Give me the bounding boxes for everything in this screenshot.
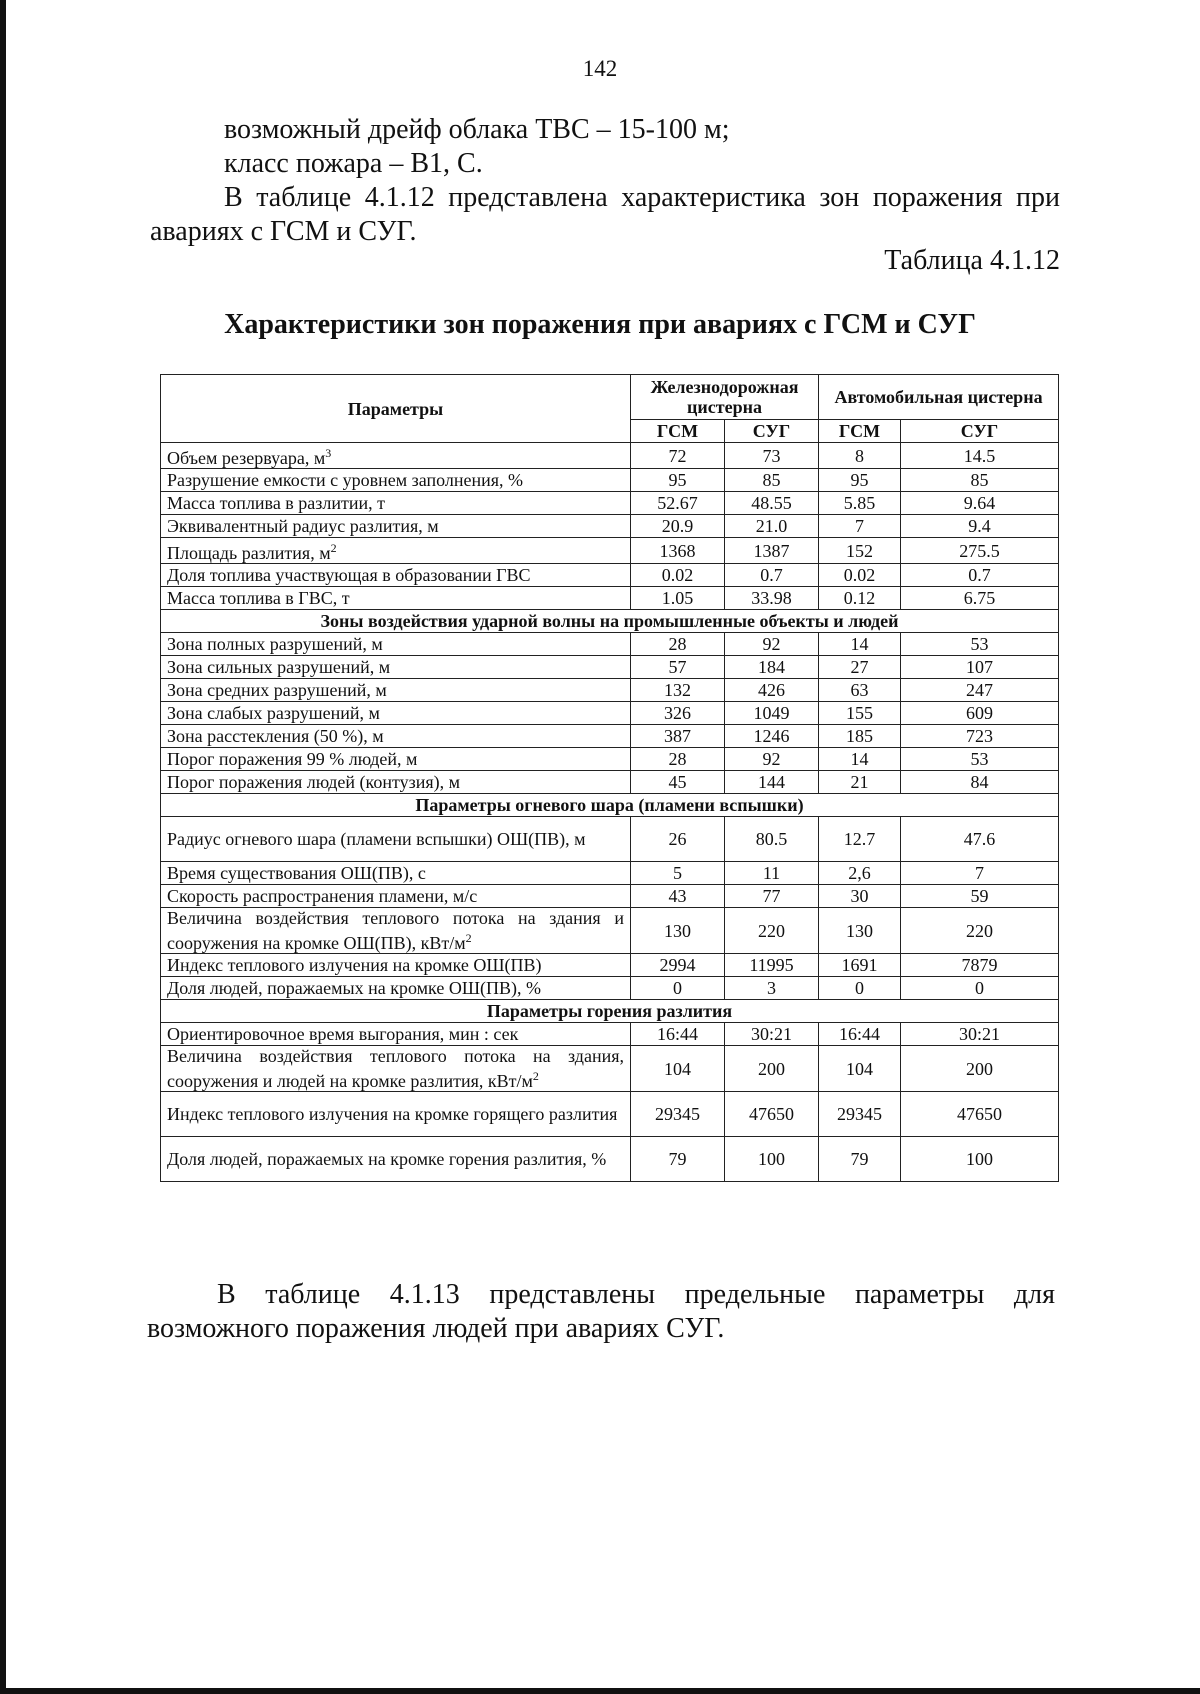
section-title: Параметры огневого шара (пламени вспышки) bbox=[161, 794, 1059, 817]
table-row bbox=[161, 908, 1059, 954]
value-cell: 48.55 bbox=[725, 492, 819, 515]
value-cell: 0 bbox=[631, 977, 725, 1000]
header-auto-tank: Автомобильная цистерна bbox=[819, 375, 1059, 420]
param-cell bbox=[161, 748, 631, 771]
unit-superscript: 3 bbox=[325, 446, 332, 460]
subheader-gsm: ГСМ bbox=[819, 420, 901, 443]
value-cell: 5 bbox=[631, 862, 725, 885]
section-row bbox=[161, 794, 1059, 817]
table-row bbox=[161, 469, 1059, 492]
value-cell: 29345 bbox=[819, 1092, 901, 1137]
value-cell: 59 bbox=[901, 885, 1059, 908]
value-cell: 95 bbox=[631, 469, 725, 492]
param-cell bbox=[161, 492, 631, 515]
value-cell: 27 bbox=[819, 656, 901, 679]
param-cell bbox=[161, 1137, 631, 1182]
value-cell: 63 bbox=[819, 679, 901, 702]
value-cell: 47650 bbox=[725, 1092, 819, 1137]
value-cell: 220 bbox=[901, 908, 1059, 954]
value-cell: 12.7 bbox=[819, 817, 901, 862]
value-cell: 1368 bbox=[631, 538, 725, 564]
value-cell: 326 bbox=[631, 702, 725, 725]
value-cell: 8 bbox=[819, 443, 901, 469]
value-cell: 14 bbox=[819, 633, 901, 656]
value-cell: 14 bbox=[819, 748, 901, 771]
table-row bbox=[161, 1023, 1059, 1046]
param-label: Зона средних разрушений, м bbox=[167, 680, 387, 700]
param-label: Скорость распространения пламени, м/с bbox=[167, 886, 478, 906]
intro-line-1: возможный дрейф облака ТВС – 15-100 м; bbox=[224, 114, 730, 145]
table-row bbox=[161, 679, 1059, 702]
page-number: 142 bbox=[582, 56, 618, 81]
table-row bbox=[161, 954, 1059, 977]
value-cell: 7879 bbox=[901, 954, 1059, 977]
value-cell: 16:44 bbox=[631, 1023, 725, 1046]
value-cell: 0.7 bbox=[901, 564, 1059, 587]
param-label: Ориентировочное время выгорания, мин : сек bbox=[167, 1024, 519, 1044]
table-reference: Таблица 4.1.12 bbox=[884, 245, 1060, 276]
param-cell bbox=[161, 702, 631, 725]
value-cell: 1691 bbox=[819, 954, 901, 977]
param-cell bbox=[161, 817, 631, 862]
table-row bbox=[161, 1137, 1059, 1182]
value-cell: 387 bbox=[631, 725, 725, 748]
value-cell: 7 bbox=[819, 515, 901, 538]
table-row bbox=[161, 492, 1059, 515]
value-cell: 104 bbox=[819, 1046, 901, 1092]
value-cell: 33.98 bbox=[725, 587, 819, 610]
value-cell: 1387 bbox=[725, 538, 819, 564]
table-row bbox=[161, 564, 1059, 587]
value-cell: 52.67 bbox=[631, 492, 725, 515]
header-rail-tank: Железнодорожная цистерна bbox=[631, 375, 819, 420]
table-row bbox=[161, 817, 1059, 862]
value-cell: 100 bbox=[725, 1137, 819, 1182]
table-row bbox=[161, 443, 1059, 469]
param-label: Доля людей, поражаемых на кромке ОШ(ПВ), % bbox=[167, 978, 541, 998]
param-label: Эквивалентный радиус разлития, м bbox=[167, 516, 439, 536]
value-cell: 21 bbox=[819, 771, 901, 794]
param-label: Зона слабых разрушений, м bbox=[167, 703, 380, 723]
section-title: Зоны воздействия ударной волны на промышленные объекты и людей bbox=[161, 610, 1059, 633]
param-cell bbox=[161, 633, 631, 656]
value-cell: 11 bbox=[725, 862, 819, 885]
value-cell: 6.75 bbox=[901, 587, 1059, 610]
value-cell: 9.64 bbox=[901, 492, 1059, 515]
param-label: Порог поражения 99 % людей, м bbox=[167, 749, 418, 769]
param-cell bbox=[161, 656, 631, 679]
section-row bbox=[161, 1000, 1059, 1023]
value-cell: 723 bbox=[901, 725, 1059, 748]
param-cell bbox=[161, 469, 631, 492]
param-cell bbox=[161, 954, 631, 977]
value-cell: 104 bbox=[631, 1046, 725, 1092]
value-cell: 53 bbox=[901, 748, 1059, 771]
param-label: Зона полных разрушений, м bbox=[167, 634, 383, 654]
value-cell: 9.4 bbox=[901, 515, 1059, 538]
table-row bbox=[161, 633, 1059, 656]
param-cell bbox=[161, 515, 631, 538]
hazard-zones-table bbox=[160, 374, 1059, 1182]
table-row bbox=[161, 771, 1059, 794]
value-cell: 130 bbox=[631, 908, 725, 954]
value-cell: 79 bbox=[819, 1137, 901, 1182]
value-cell: 0.02 bbox=[819, 564, 901, 587]
param-label: Разрушение емкости с уровнем заполнения, % bbox=[167, 470, 524, 490]
param-cell bbox=[161, 538, 631, 564]
table-row bbox=[161, 885, 1059, 908]
value-cell: 220 bbox=[725, 908, 819, 954]
value-cell: 0 bbox=[819, 977, 901, 1000]
intro-line-2: класс пожара – В1, С. bbox=[224, 148, 483, 179]
value-cell: 16:44 bbox=[819, 1023, 901, 1046]
section-row bbox=[161, 610, 1059, 633]
value-cell: 7 bbox=[901, 862, 1059, 885]
param-cell bbox=[161, 1046, 631, 1092]
value-cell: 426 bbox=[725, 679, 819, 702]
unit-superscript: 2 bbox=[532, 1069, 539, 1083]
value-cell: 72 bbox=[631, 443, 725, 469]
value-cell: 155 bbox=[819, 702, 901, 725]
value-cell: 73 bbox=[725, 443, 819, 469]
value-cell: 95 bbox=[819, 469, 901, 492]
header-params: Параметры bbox=[161, 375, 631, 443]
value-cell: 200 bbox=[901, 1046, 1059, 1092]
param-label: Время существования ОШ(ПВ), с bbox=[167, 863, 426, 883]
value-cell: 29345 bbox=[631, 1092, 725, 1137]
subheader-sug: СУГ bbox=[725, 420, 819, 443]
param-label: Зона сильных разрушений, м bbox=[167, 657, 391, 677]
value-cell: 11995 bbox=[725, 954, 819, 977]
value-cell: 185 bbox=[819, 725, 901, 748]
param-cell bbox=[161, 443, 631, 469]
table-title: Характеристики зон поражения при авариях с ГСМ и СУГ bbox=[224, 309, 976, 340]
value-cell: 92 bbox=[725, 633, 819, 656]
param-label: Объем резервуара, м bbox=[167, 448, 326, 468]
table-row bbox=[161, 725, 1059, 748]
table-row bbox=[161, 702, 1059, 725]
value-cell: 1246 bbox=[725, 725, 819, 748]
table-row bbox=[161, 748, 1059, 771]
param-cell bbox=[161, 725, 631, 748]
value-cell: 107 bbox=[901, 656, 1059, 679]
value-cell: 28 bbox=[631, 748, 725, 771]
scan-edge-bottom bbox=[0, 1688, 1200, 1694]
value-cell: 26 bbox=[631, 817, 725, 862]
value-cell: 45 bbox=[631, 771, 725, 794]
value-cell: 20.9 bbox=[631, 515, 725, 538]
value-cell: 132 bbox=[631, 679, 725, 702]
subheader-gsm: ГСМ bbox=[631, 420, 725, 443]
value-cell: 200 bbox=[725, 1046, 819, 1092]
param-cell bbox=[161, 1023, 631, 1046]
table-row bbox=[161, 1092, 1059, 1137]
param-cell bbox=[161, 564, 631, 587]
section-title: Параметры горения разлития bbox=[161, 1000, 1059, 1023]
value-cell: 100 bbox=[901, 1137, 1059, 1182]
param-label: Порог поражения людей (контузия), м bbox=[167, 772, 461, 792]
value-cell: 5.85 bbox=[819, 492, 901, 515]
value-cell: 79 bbox=[631, 1137, 725, 1182]
table-row bbox=[161, 1046, 1059, 1092]
param-label: Величина воздействия теплового потока на здания и сооружения на кромке ОШ(ПВ), кВт/м bbox=[167, 908, 624, 953]
value-cell: 85 bbox=[901, 469, 1059, 492]
table-row bbox=[161, 515, 1059, 538]
value-cell: 84 bbox=[901, 771, 1059, 794]
value-cell: 92 bbox=[725, 748, 819, 771]
value-cell: 30:21 bbox=[725, 1023, 819, 1046]
value-cell: 53 bbox=[901, 633, 1059, 656]
value-cell: 247 bbox=[901, 679, 1059, 702]
value-cell: 152 bbox=[819, 538, 901, 564]
value-cell: 0.7 bbox=[725, 564, 819, 587]
table-row bbox=[161, 538, 1059, 564]
value-cell: 2,6 bbox=[819, 862, 901, 885]
value-cell: 1.05 bbox=[631, 587, 725, 610]
value-cell: 28 bbox=[631, 633, 725, 656]
value-cell: 1049 bbox=[725, 702, 819, 725]
intro-text bbox=[150, 113, 1060, 249]
value-cell: 0.02 bbox=[631, 564, 725, 587]
param-label: Радиус огневого шара (пламени вспышки) ОШ(ПВ), м bbox=[167, 829, 586, 849]
value-cell: 21.0 bbox=[725, 515, 819, 538]
scan-edge-left bbox=[0, 0, 6, 1694]
table-row bbox=[161, 977, 1059, 1000]
unit-superscript: 2 bbox=[465, 931, 472, 945]
value-cell: 85 bbox=[725, 469, 819, 492]
value-cell: 0.12 bbox=[819, 587, 901, 610]
value-cell: 130 bbox=[819, 908, 901, 954]
param-cell bbox=[161, 1092, 631, 1137]
param-cell bbox=[161, 771, 631, 794]
param-cell bbox=[161, 679, 631, 702]
param-cell bbox=[161, 587, 631, 610]
value-cell: 77 bbox=[725, 885, 819, 908]
value-cell: 0 bbox=[901, 977, 1059, 1000]
param-label: Масса топлива в ГВС, т bbox=[167, 588, 350, 608]
param-label: Площадь разлития, м bbox=[167, 543, 331, 563]
value-cell: 2994 bbox=[631, 954, 725, 977]
param-label: Индекс теплового излучения на кромке ОШ(ПВ) bbox=[167, 955, 542, 975]
value-cell: 30:21 bbox=[901, 1023, 1059, 1046]
value-cell: 30 bbox=[819, 885, 901, 908]
value-cell: 80.5 bbox=[725, 817, 819, 862]
unit-superscript: 2 bbox=[330, 541, 337, 555]
value-cell: 184 bbox=[725, 656, 819, 679]
table-row bbox=[161, 862, 1059, 885]
value-cell: 144 bbox=[725, 771, 819, 794]
value-cell: 609 bbox=[901, 702, 1059, 725]
subheader-sug: СУГ bbox=[901, 420, 1059, 443]
param-label: Доля людей, поражаемых на кромке горения разлития, % bbox=[167, 1149, 607, 1169]
outro-text: В таблице 4.1.13 представлены предельные параметры для возможного поражения людей при авариях СУГ. bbox=[147, 1279, 1055, 1344]
value-cell: 3 bbox=[725, 977, 819, 1000]
param-label: Доля топлива участвующая в образовании ГВС bbox=[167, 565, 531, 585]
param-cell bbox=[161, 977, 631, 1000]
value-cell: 57 bbox=[631, 656, 725, 679]
value-cell: 47650 bbox=[901, 1092, 1059, 1137]
param-label: Масса топлива в разлитии, т bbox=[167, 493, 386, 513]
value-cell: 14.5 bbox=[901, 443, 1059, 469]
value-cell: 275.5 bbox=[901, 538, 1059, 564]
table-body bbox=[161, 443, 1059, 1182]
param-cell bbox=[161, 862, 631, 885]
table-row bbox=[161, 656, 1059, 679]
intro-line-3: В таблице 4.1.12 представлена характеристика зон поражения при авариях с ГСМ и СУГ. bbox=[150, 182, 1060, 247]
param-label: Зона расстекления (50 %), м bbox=[167, 726, 384, 746]
table-row bbox=[161, 587, 1059, 610]
param-label: Индекс теплового излучения на кромке горящего разлития bbox=[167, 1104, 618, 1124]
value-cell: 47.6 bbox=[901, 817, 1059, 862]
value-cell: 43 bbox=[631, 885, 725, 908]
param-cell bbox=[161, 908, 631, 954]
param-cell bbox=[161, 885, 631, 908]
param-label: Величина воздействия теплового потока на здания, сооружения и людей на кромке разлития, кВт/м bbox=[167, 1046, 624, 1091]
